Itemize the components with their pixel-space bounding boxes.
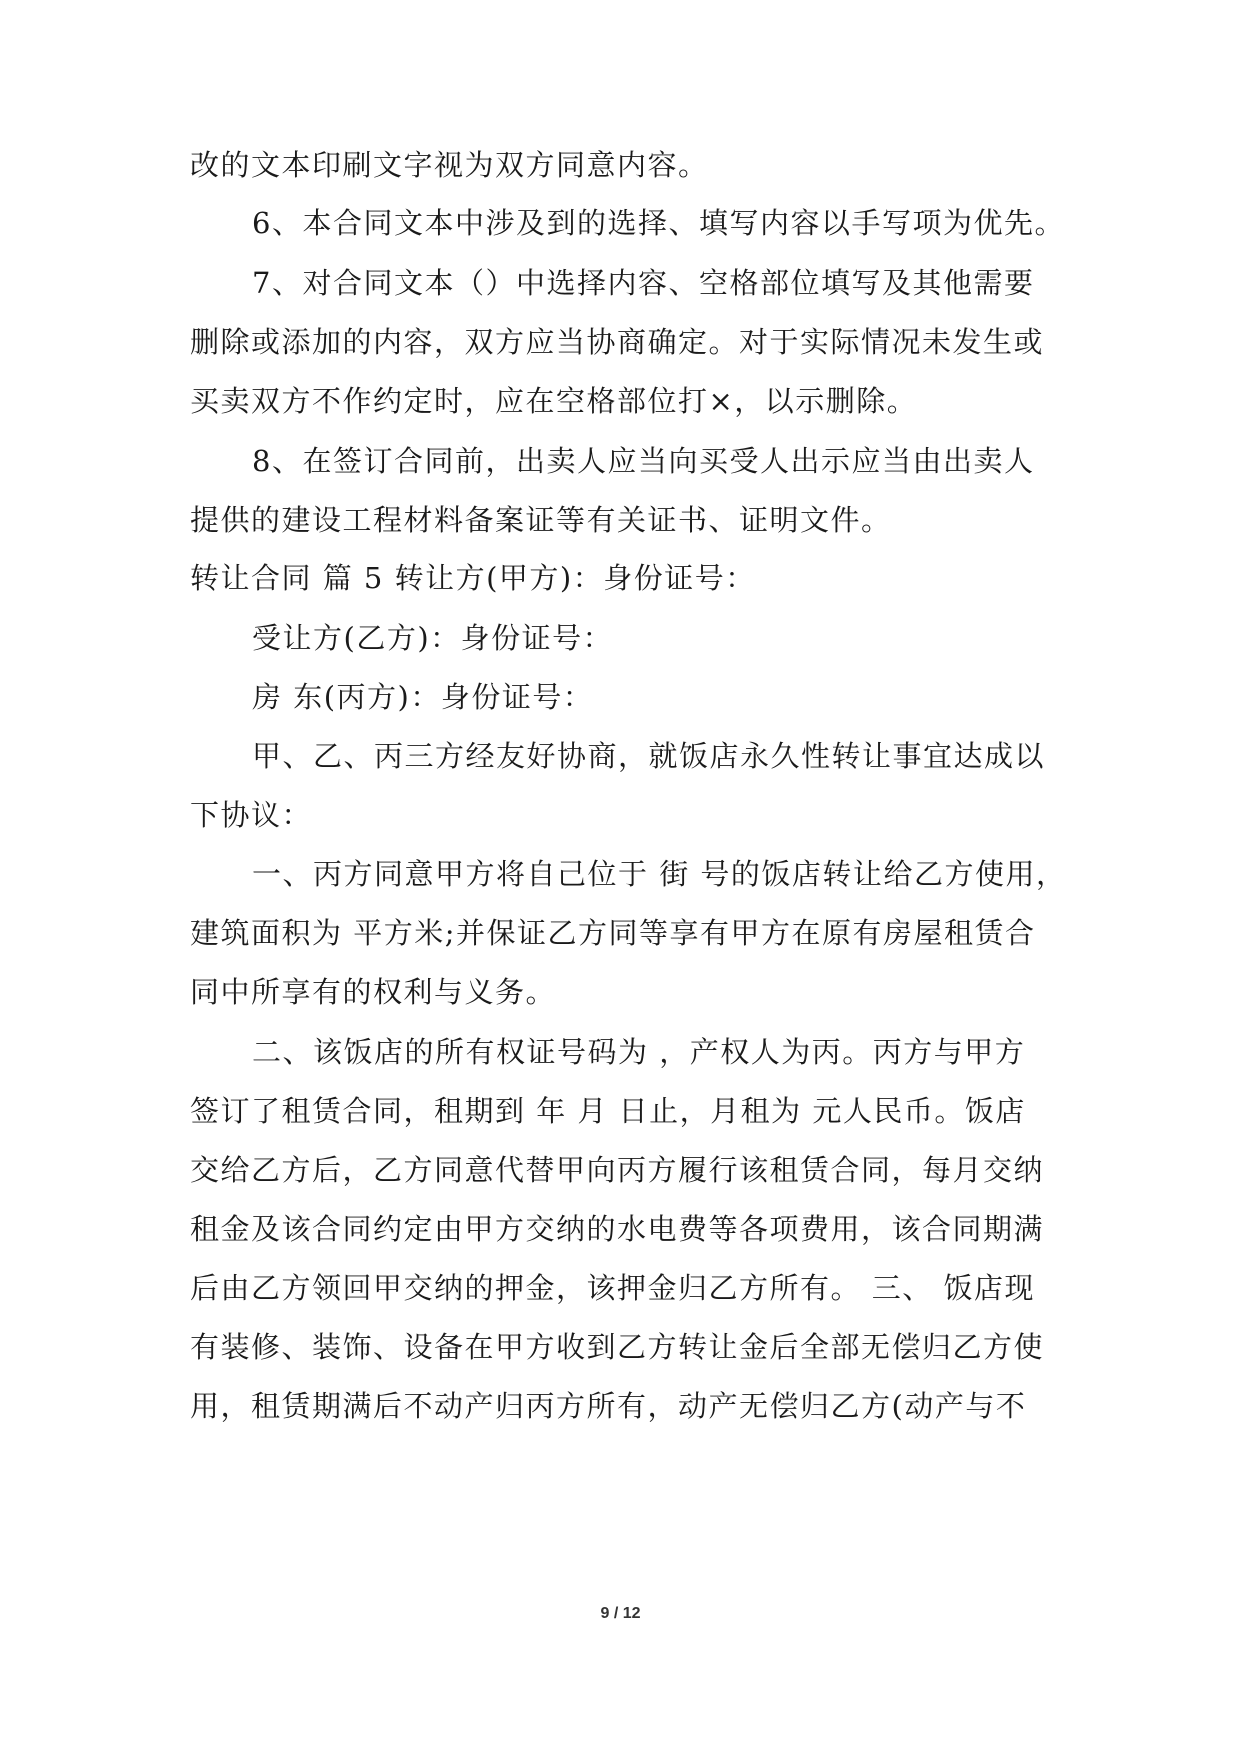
text-line: 7、对合同文本（）中选择内容、空格部位填写及其他需要 [252, 266, 1035, 300]
section-heading: 转让合同 篇 5 转让方(甲方)：身份证号： [190, 561, 756, 595]
text-line: 改的文本印刷文字视为双方同意内容。 [190, 148, 709, 182]
text-line: 有装修、装饰、设备在甲方收到乙方转让金后全部无偿归乙方使 [190, 1330, 1045, 1364]
text-line: 租金及该合同约定由甲方交纳的水电费等各项费用，该合同期满 [190, 1212, 1045, 1246]
text-line: 提供的建设工程材料备案证等有关证书、证明文件。 [190, 503, 892, 537]
text-line: 8、在签订合同前，出卖人应当向买受人出示应当由出卖人 [252, 444, 1035, 478]
text-line: 一、丙方同意甲方将自己位于 街 号的饭店转让给乙方使用， [252, 857, 1067, 891]
text-line: 6、本合同文本中涉及到的选择、填写内容以手写项为优先。 [252, 206, 1065, 240]
text-line: 签订了租赁合同，租期到 年 月 日止，月租为 元人民币。饭店 [190, 1094, 1026, 1128]
text-line: 建筑面积为 平方米;并保证乙方同等享有甲方在原有房屋租赁合 [190, 916, 1036, 950]
text-line: 甲、乙、丙三方经友好协商，就饭店永久性转让事宜达成以 [252, 739, 1046, 773]
text-line: 交给乙方后，乙方同意代替甲向丙方履行该租赁合同，每月交纳 [190, 1153, 1045, 1187]
text-line: 删除或添加的内容，双方应当协商确定。对于实际情况未发生或 [190, 325, 1045, 359]
text-line: 买卖双方不作约定时，应在空格部位打×，以示删除。 [190, 384, 918, 418]
text-line: 后由乙方领回甲交纳的押金，该押金归乙方所有。 三、 饭店现 [190, 1271, 1035, 1305]
text-line: 同中所享有的权利与义务。 [190, 975, 557, 1009]
text-line: 下协议： [190, 798, 313, 832]
page-number: 9 / 12 [600, 1605, 641, 1622]
text-line: 受让方(乙方)：身份证号： [252, 621, 614, 655]
text-line: 二、该饭店的所有权证号码为 ，产权人为丙。丙方与甲方 [252, 1035, 1026, 1069]
text-line: 房 东(丙方)：身份证号： [252, 680, 594, 714]
text-line: 用，租赁期满后不动产归丙方所有，动产无偿归乙方(动产与不 [190, 1389, 1027, 1423]
